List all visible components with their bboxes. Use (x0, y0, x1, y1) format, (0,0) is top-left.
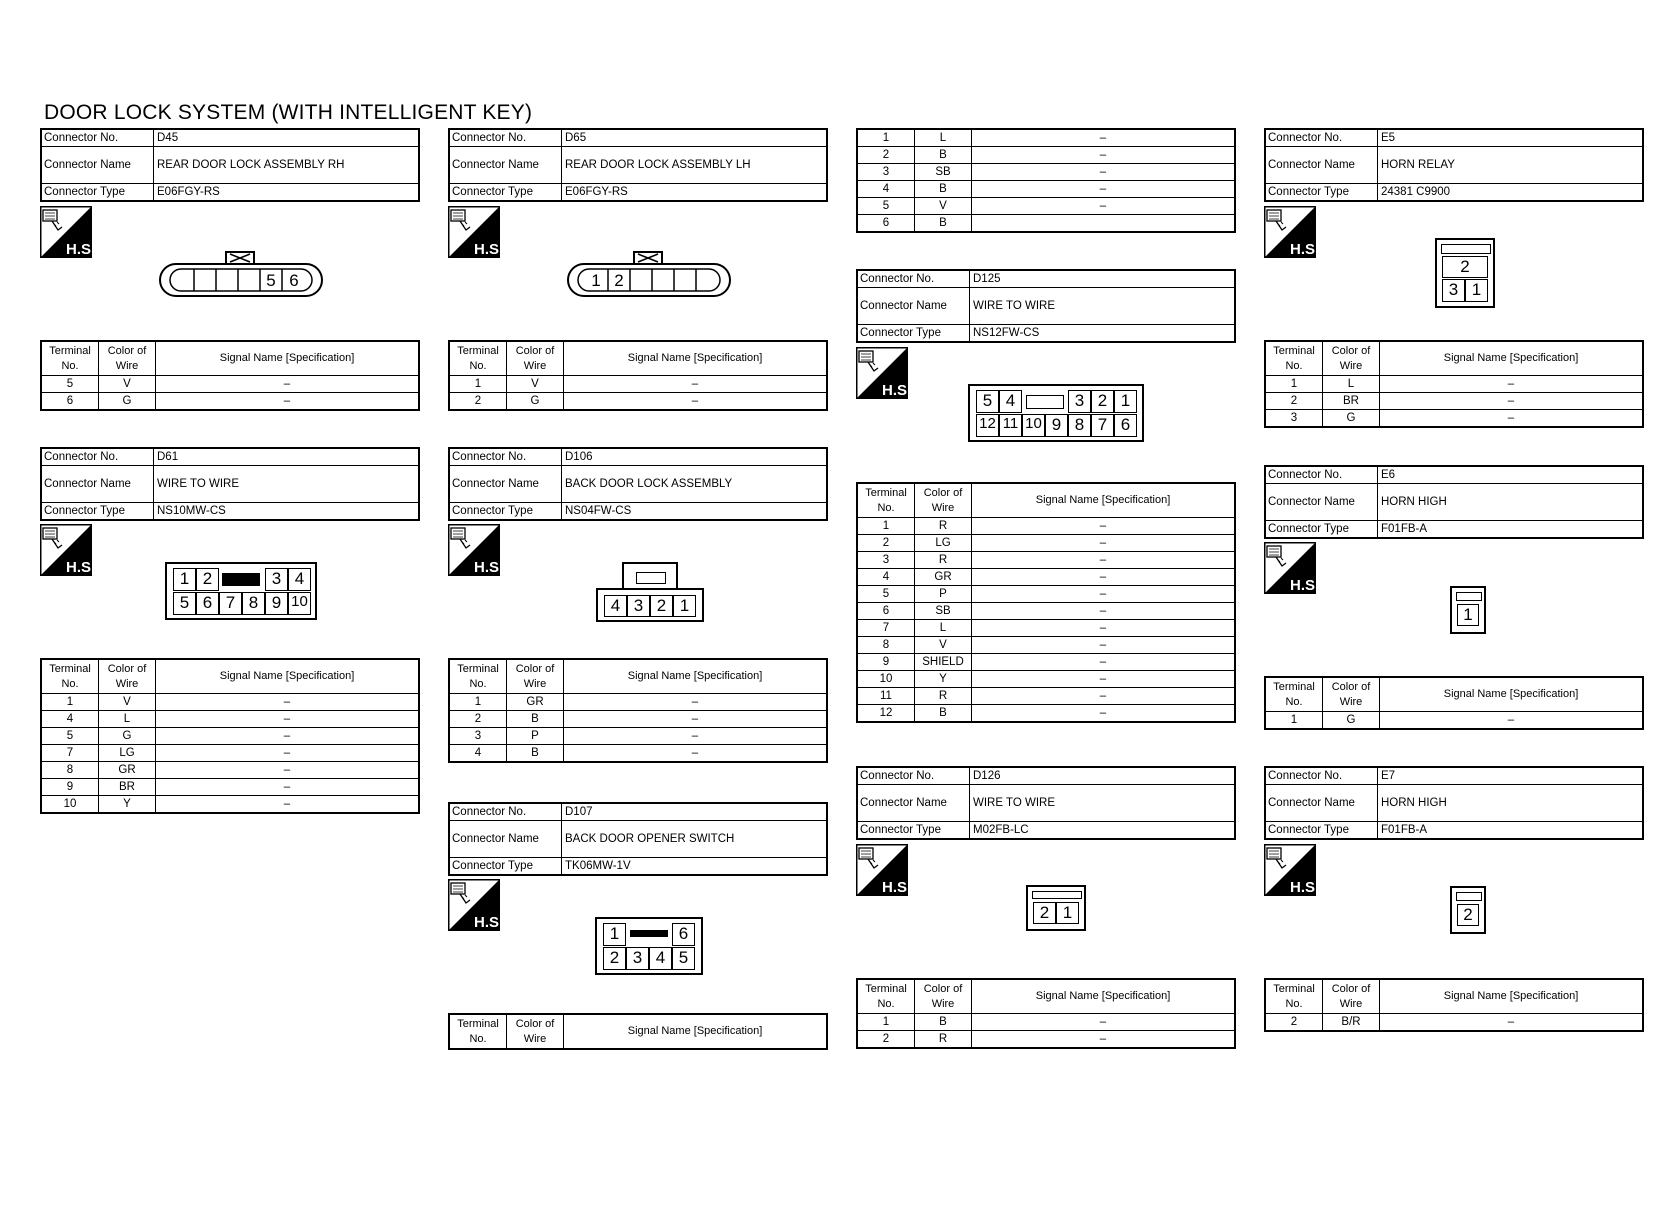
color-header: Color of Wire (99, 341, 156, 376)
pin-label: 1 (673, 595, 696, 617)
harness-side-icon (40, 524, 96, 576)
table-row: 10 Y – (41, 796, 419, 814)
svg-text:H.S.: H.S. (1290, 241, 1320, 258)
table-row: 2 LG – (857, 535, 1235, 552)
pin-label: 1 (1457, 604, 1479, 626)
pin-label: 10 (1022, 414, 1045, 437)
pin-label: 7 (1091, 414, 1114, 437)
connector-no-label: Connector No. (858, 271, 970, 287)
harness-side-icon (448, 879, 504, 931)
connector-header-d65 (448, 128, 828, 202)
latch-slot (636, 572, 666, 584)
table-row: 1 B – (857, 1014, 1235, 1031)
pin-label: 2 (603, 947, 626, 970)
connector-type-value: F01FB-A (1381, 523, 1428, 535)
pin-label: 2 (1033, 902, 1056, 924)
pin-label: 4 (649, 947, 672, 970)
harness-side-icon (448, 206, 504, 258)
connector-no-label: Connector No. (42, 130, 154, 146)
pin-label: 1 (1056, 902, 1079, 924)
table-row: 10 Y – (857, 671, 1235, 688)
connector-type-value: TK06MW-1V (565, 860, 631, 872)
svg-text:H.S.: H.S. (1290, 879, 1320, 896)
pin-label: 4 (999, 390, 1022, 413)
pin-label: 3 (626, 947, 649, 970)
connector-name-value: WIRE TO WIRE (973, 797, 1055, 809)
connector-no-label: Connector No. (1266, 130, 1378, 146)
connector-no-label: Connector No. (450, 804, 562, 820)
pin-label: 3 (627, 595, 650, 617)
connector-header-e6 (1264, 465, 1644, 539)
connector-face-d107 (595, 917, 703, 975)
connector-name-value: BACK DOOR OPENER SWITCH (565, 833, 735, 845)
table-row: 7 L – (857, 620, 1235, 637)
table-row: 2 B/R – (1265, 1014, 1643, 1032)
connector-name-label: Connector Name (858, 288, 970, 324)
terminal-table-d45 (40, 340, 420, 411)
connector-type-label: Connector Type (42, 184, 154, 200)
svg-text:H.S.: H.S. (66, 559, 96, 576)
connector-name-label: Connector Name (450, 466, 562, 502)
table-row: 9 SHIELD – (857, 654, 1235, 671)
terminal-table-d125: Terminal No. Color of Wire Signal Name [Specification] 1 R – 2 LG – 3 R – 4 GR – 5 P – 6 SB – 7 L – 8 V – 9 SHIELD – 10 Y – 11 R – 12 B – (856, 482, 1236, 723)
table-row: 11 R – (857, 688, 1235, 705)
connector-name-label: Connector Name (1266, 484, 1378, 520)
connector-name-label: Connector Name (450, 147, 562, 183)
pin-label: 4 (288, 568, 311, 591)
connector-name-value: WIRE TO WIRE (157, 478, 239, 490)
connector-name-value: REAR DOOR LOCK ASSEMBLY LH (565, 159, 751, 171)
connector-header-d61 (40, 447, 420, 521)
pin-label: 6 (196, 592, 219, 615)
pin-label: 3 (265, 568, 288, 591)
connector-no-label: Connector No. (858, 768, 970, 784)
connector-name-value: HORN RELAY (1381, 159, 1455, 171)
table-row: 5 V – (857, 198, 1235, 215)
signal-header: Signal Name [Specification] (156, 341, 420, 376)
pin-label: 6 (672, 923, 695, 946)
terminal-table-continued (856, 128, 1236, 233)
connector-no-label: Connector No. (450, 130, 562, 146)
terminal-no-header: Terminal No. (41, 341, 99, 376)
terminal-table-d107: Terminal No. Color of Wire Signal Name [Specification] (448, 1013, 828, 1050)
harness-side-icon (40, 206, 96, 258)
pin-label: 11 (999, 414, 1022, 437)
latch (1456, 892, 1482, 901)
pin-label: 6 (289, 271, 299, 290)
pin-label: 1 (1114, 390, 1137, 413)
table-row: 4 B – (857, 181, 1235, 198)
connector-no-value: E5 (1381, 132, 1396, 144)
table-row: 3 G – (1265, 410, 1643, 428)
svg-text:H.S.: H.S. (474, 241, 504, 258)
table-row: 1 GR – (449, 694, 827, 711)
table-row: 12 B – (857, 705, 1235, 723)
connector-no-value: E6 (1381, 469, 1396, 481)
table-row: 6 SB – (857, 603, 1235, 620)
pin-label: 7 (219, 592, 242, 615)
pin-label: 2 (1442, 256, 1488, 278)
connector-no-label: Connector No. (450, 449, 562, 465)
connector-no-value: D61 (157, 451, 179, 463)
table-row: 6 G – (41, 393, 419, 411)
connector-name-value: BACK DOOR LOCK ASSEMBLY (565, 478, 733, 490)
svg-text:H.S.: H.S. (1290, 577, 1320, 594)
connector-type-label: Connector Type (858, 325, 970, 341)
connector-type-value: NS04FW-CS (565, 505, 632, 517)
connector-latch (622, 562, 678, 590)
connector-name-value: WIRE TO WIRE (973, 300, 1055, 312)
pin-label: 3 (1068, 390, 1091, 413)
pin-label: 3 (1442, 279, 1465, 302)
connector-face-e6 (1450, 586, 1486, 634)
harness-side-icon (448, 524, 504, 576)
table-row: 5 V – (41, 376, 419, 393)
connector-type-label: Connector Type (450, 184, 562, 200)
svg-text:H.S.: H.S. (474, 914, 504, 931)
table-row: 2 BR – (1265, 393, 1643, 410)
connector-header-e7 (1264, 766, 1644, 840)
connector-name-label: Connector Name (42, 466, 154, 502)
pin-label: 5 (672, 947, 695, 970)
table-row: 7 LG – (41, 745, 419, 762)
pin-label: 2 (614, 271, 624, 290)
table-row: 4 B – (449, 745, 827, 763)
table-row: 6 B (857, 215, 1235, 233)
table-row: 1 L – (1265, 376, 1643, 393)
terminal-table-d61: Terminal No. Color of Wire Signal Name [Specification] 1 V – 4 L – 5 G – 7 LG – 8 GR – 9 BR – 10 Y – (40, 658, 420, 814)
connector-type-value: E06FGY-RS (157, 186, 220, 198)
pin-label: 8 (242, 592, 265, 615)
connector-header-d107 (448, 802, 828, 876)
table-row: 8 V – (857, 637, 1235, 654)
table-row: 1 V – (41, 694, 419, 711)
terminal-table-d106: Terminal No. Color of Wire Signal Name [Specification] 1 GR – 2 B – 3 P – 4 B – (448, 658, 828, 763)
pin-label: 2 (1091, 390, 1114, 413)
connector-face-e5 (1435, 238, 1495, 308)
table-row: 1 R – (857, 518, 1235, 535)
connector-type-value: NS12FW-CS (973, 327, 1040, 339)
connector-face-d65 (566, 250, 736, 300)
connector-name-value: HORN HIGH (1381, 496, 1447, 508)
connector-type-value: NS10MW-CS (157, 505, 226, 517)
key-slot (1026, 395, 1064, 409)
pin-label: 1 (1465, 279, 1488, 302)
connector-name-value: HORN HIGH (1381, 797, 1447, 809)
pin-label: 1 (591, 271, 601, 290)
page-title: DOOR LOCK SYSTEM (WITH INTELLIGENT KEY) (44, 101, 533, 124)
table-row: 1 G – (1265, 712, 1643, 730)
connector-type-label: Connector Type (858, 822, 970, 838)
hs-label: H.S. (66, 241, 96, 258)
connector-type-label: Connector Type (1266, 521, 1378, 537)
svg-text:H.S.: H.S. (474, 559, 504, 576)
connector-type-label: Connector Type (450, 503, 562, 519)
pin-label: 10 (288, 592, 311, 615)
svg-text:H.S.: H.S. (882, 382, 912, 399)
pin-label: 9 (265, 592, 288, 615)
table-row: 3 P – (449, 728, 827, 745)
connector-no-label: Connector No. (1266, 768, 1378, 784)
key-slot (222, 573, 260, 586)
connector-no-value: D65 (565, 132, 587, 144)
table-row: 2 G – (449, 393, 827, 411)
table-row: 3 R – (857, 552, 1235, 569)
connector-no-value: D45 (157, 132, 179, 144)
table-row: 4 GR – (857, 569, 1235, 586)
connector-header-d125 (856, 269, 1236, 343)
connector-header-e5 (1264, 128, 1644, 202)
table-row: 1 V – (449, 376, 827, 393)
table-row: 2 R – (857, 1031, 1235, 1049)
table-row: 2 B – (449, 711, 827, 728)
connector-no-value: D125 (973, 273, 1001, 285)
connector-type-value: F01FB-A (1381, 824, 1428, 836)
harness-side-icon (856, 347, 912, 399)
connector-no-label: Connector No. (42, 449, 154, 465)
connector-no-value: D126 (973, 770, 1001, 782)
connector-no-value: D106 (565, 451, 593, 463)
connector-name-label: Connector Name (858, 785, 970, 821)
pin-label: 9 (1045, 414, 1068, 437)
connector-no-label: Connector No. (1266, 467, 1378, 483)
connector-type-label: Connector Type (1266, 822, 1378, 838)
pin-label: 5 (976, 390, 999, 413)
pin-label: 5 (266, 271, 276, 290)
connector-face-d125 (968, 384, 1144, 442)
table-row: 8 GR – (41, 762, 419, 779)
pin-label: 5 (173, 592, 196, 615)
connector-type-value: 24381 C9900 (1381, 186, 1451, 198)
latch (1032, 891, 1082, 899)
latch (1456, 592, 1482, 601)
connector-type-value: M02FB-LC (973, 824, 1029, 836)
pin-label: 6 (1114, 414, 1137, 437)
connector-name-label: Connector Name (42, 147, 154, 183)
connector-face-d45 (158, 250, 328, 300)
pin-label: 12 (976, 414, 999, 437)
connector-face-d106 (596, 588, 704, 622)
connector-name-label: Connector Name (450, 821, 562, 857)
connector-header-d106 (448, 447, 828, 521)
harness-side-icon (1264, 844, 1320, 896)
harness-side-icon (1264, 542, 1320, 594)
pin-label: 4 (604, 595, 627, 617)
table-row: 5 G – (41, 728, 419, 745)
connector-type-label: Connector Type (1266, 184, 1378, 200)
pin-label: 8 (1068, 414, 1091, 437)
table-row: 5 P – (857, 586, 1235, 603)
harness-side-icon (1264, 206, 1320, 258)
connector-face-e7 (1450, 886, 1486, 934)
table-row: 2 B – (857, 147, 1235, 164)
svg-text:H.S.: H.S. (882, 879, 912, 896)
table-row: 1 L – (857, 129, 1235, 147)
terminal-table-e5: Terminal No. Color of Wire Signal Name [Specification] 1 L – 2 BR – 3 G – (1264, 340, 1644, 428)
connector-type-label: Connector Type (450, 858, 562, 874)
connector-type-value: E06FGY-RS (565, 186, 628, 198)
connector-header-d126 (856, 766, 1236, 840)
terminal-table-e6: Terminal No. Color of Wire Signal Name [Specification] 1 G – (1264, 676, 1644, 730)
pin-label: 2 (196, 568, 219, 591)
connector-type-label: Connector Type (42, 503, 154, 519)
table-row: 9 BR – (41, 779, 419, 796)
connector-no-value: E7 (1381, 770, 1396, 782)
key-slot (630, 930, 668, 937)
latch (1441, 244, 1491, 254)
pin-label: 2 (1457, 904, 1479, 926)
terminal-table-d65: Terminal No. Color of Wire Signal Name [Specification] 1 V – 2 G – (448, 340, 828, 411)
terminal-table-e7: Terminal No. Color of Wire Signal Name [Specification] 2 B/R – (1264, 978, 1644, 1032)
pin-label: 1 (603, 923, 626, 946)
connector-face-d61 (165, 562, 317, 620)
connector-name-label: Connector Name (1266, 147, 1378, 183)
table-row: 3 SB – (857, 164, 1235, 181)
pin-label: 1 (173, 568, 196, 591)
connector-face-d126 (1026, 885, 1086, 931)
table-row: 4 L – (41, 711, 419, 728)
connector-name-value: REAR DOOR LOCK ASSEMBLY RH (157, 159, 345, 171)
terminal-table-d126: Terminal No. Color of Wire Signal Name [Specification] 1 B – 2 R – (856, 978, 1236, 1049)
connector-name-label: Connector Name (1266, 785, 1378, 821)
connector-no-value: D107 (565, 806, 593, 818)
pin-label: 2 (650, 595, 673, 617)
connector-header-d45 (40, 128, 420, 202)
harness-side-icon (856, 844, 912, 896)
